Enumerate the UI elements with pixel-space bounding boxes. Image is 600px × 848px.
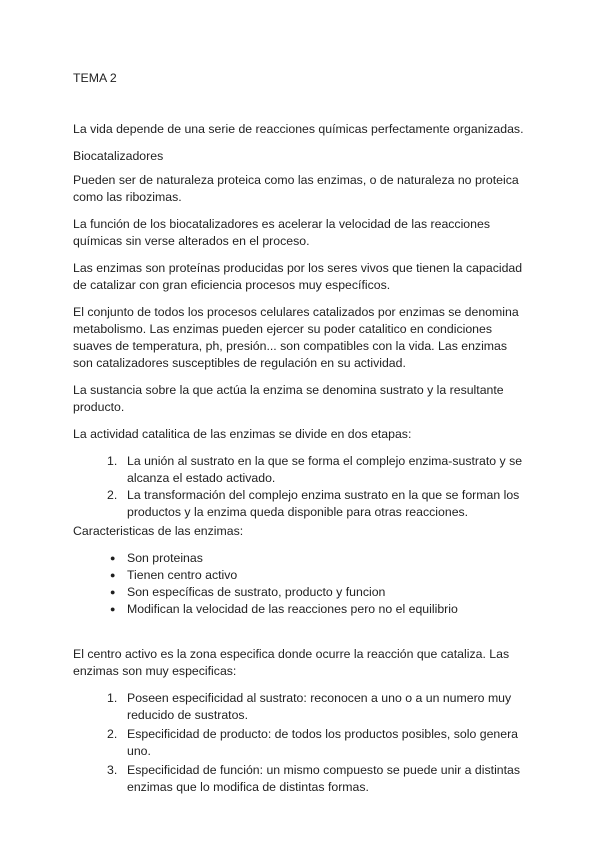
paragraph: Las enzimas son proteínas producidas por los seres vivos que tienen la capacidad de catalizar con gran eficiencia procesos muy específicos. bbox=[73, 261, 523, 292]
list-number: 1. bbox=[107, 691, 118, 705]
paragraph: Pueden ser de naturaleza proteica como las enzimas, o de naturaleza no proteica como las ribozimas. bbox=[73, 173, 519, 204]
bullet-icon: ● bbox=[110, 553, 116, 563]
paragraph: La actividad catalitica de las enzimas se divide en dos etapas: bbox=[73, 427, 412, 441]
list-item bbox=[73, 690, 530, 724]
bullet-icon: ● bbox=[110, 587, 116, 597]
section-heading: Biocatalizadores bbox=[73, 149, 164, 163]
characteristics-heading: Caracteristicas de las enzimas: bbox=[73, 524, 244, 538]
list-item-text: La transformación del complejo enzima sustrato en la que se forman los productos y la enzima queda disponible para otras reacciones. bbox=[127, 488, 520, 519]
bullet-icon: ● bbox=[110, 570, 116, 580]
list-number: 3. bbox=[107, 763, 118, 777]
list-item bbox=[73, 453, 530, 487]
paragraph: El conjunto de todos los procesos celulares catalizados por enzimas se denomina metabolismo. Las enzimas pueden ejercer su poder catalitico en condiciones suaves de temperatura, ph, presión... son compatibles con la vida. Las enzimas son catalizadores susceptibles de regulación en su actividad. bbox=[73, 305, 519, 370]
document-title: TEMA 2 bbox=[73, 71, 117, 85]
list-item-text: La unión al sustrato en la que se forma el complejo enzima-sustrato y se alcanza el estado activado. bbox=[127, 454, 523, 485]
list-number: 2. bbox=[107, 488, 118, 502]
list-item-text: Especificidad de función: un mismo compuesto se puede unir a distintas enzimas que lo modifica de distintas formas. bbox=[127, 763, 521, 794]
list-item-text: Modifican la velocidad de las reacciones pero no el equilibrio bbox=[127, 602, 458, 616]
list-item-text: Poseen especificidad al sustrato: reconocen a uno o a un numero muy reducido de sustratos. bbox=[127, 691, 512, 722]
list-item-text: Tienen centro activo bbox=[127, 568, 238, 582]
list-item-text: Especificidad de producto: de todos los productos posibles, solo genera uno. bbox=[127, 727, 519, 758]
stages-list bbox=[73, 453, 530, 521]
list-number: 1. bbox=[107, 454, 118, 468]
specificity-list bbox=[73, 690, 530, 796]
list-number: 2. bbox=[107, 727, 118, 741]
list-item bbox=[73, 584, 530, 601]
list-item bbox=[73, 550, 530, 567]
list-item bbox=[73, 487, 530, 521]
list-item bbox=[73, 567, 530, 584]
list-item-text: Son específicas de sustrato, producto y funcion bbox=[127, 585, 386, 599]
paragraph: La función de los biocatalizadores es acelerar la velocidad de las reacciones químicas sin verse alterados en el proceso. bbox=[73, 217, 490, 248]
list-item bbox=[73, 601, 530, 618]
intro-paragraph: La vida depende de una serie de reacciones químicas perfectamente organizadas. bbox=[73, 122, 524, 136]
bullet-icon: ● bbox=[110, 604, 116, 614]
active-center-paragraph: El centro activo es la zona especifica donde ocurre la reacción que cataliza. Las enzimas son muy especificas: bbox=[73, 647, 510, 678]
characteristics-list bbox=[73, 550, 530, 618]
list-item-text: Son proteinas bbox=[127, 551, 203, 565]
list-item bbox=[73, 762, 530, 796]
paragraph: La sustancia sobre la que actúa la enzima se denomina sustrato y la resultante producto. bbox=[73, 383, 504, 414]
list-item bbox=[73, 726, 530, 760]
